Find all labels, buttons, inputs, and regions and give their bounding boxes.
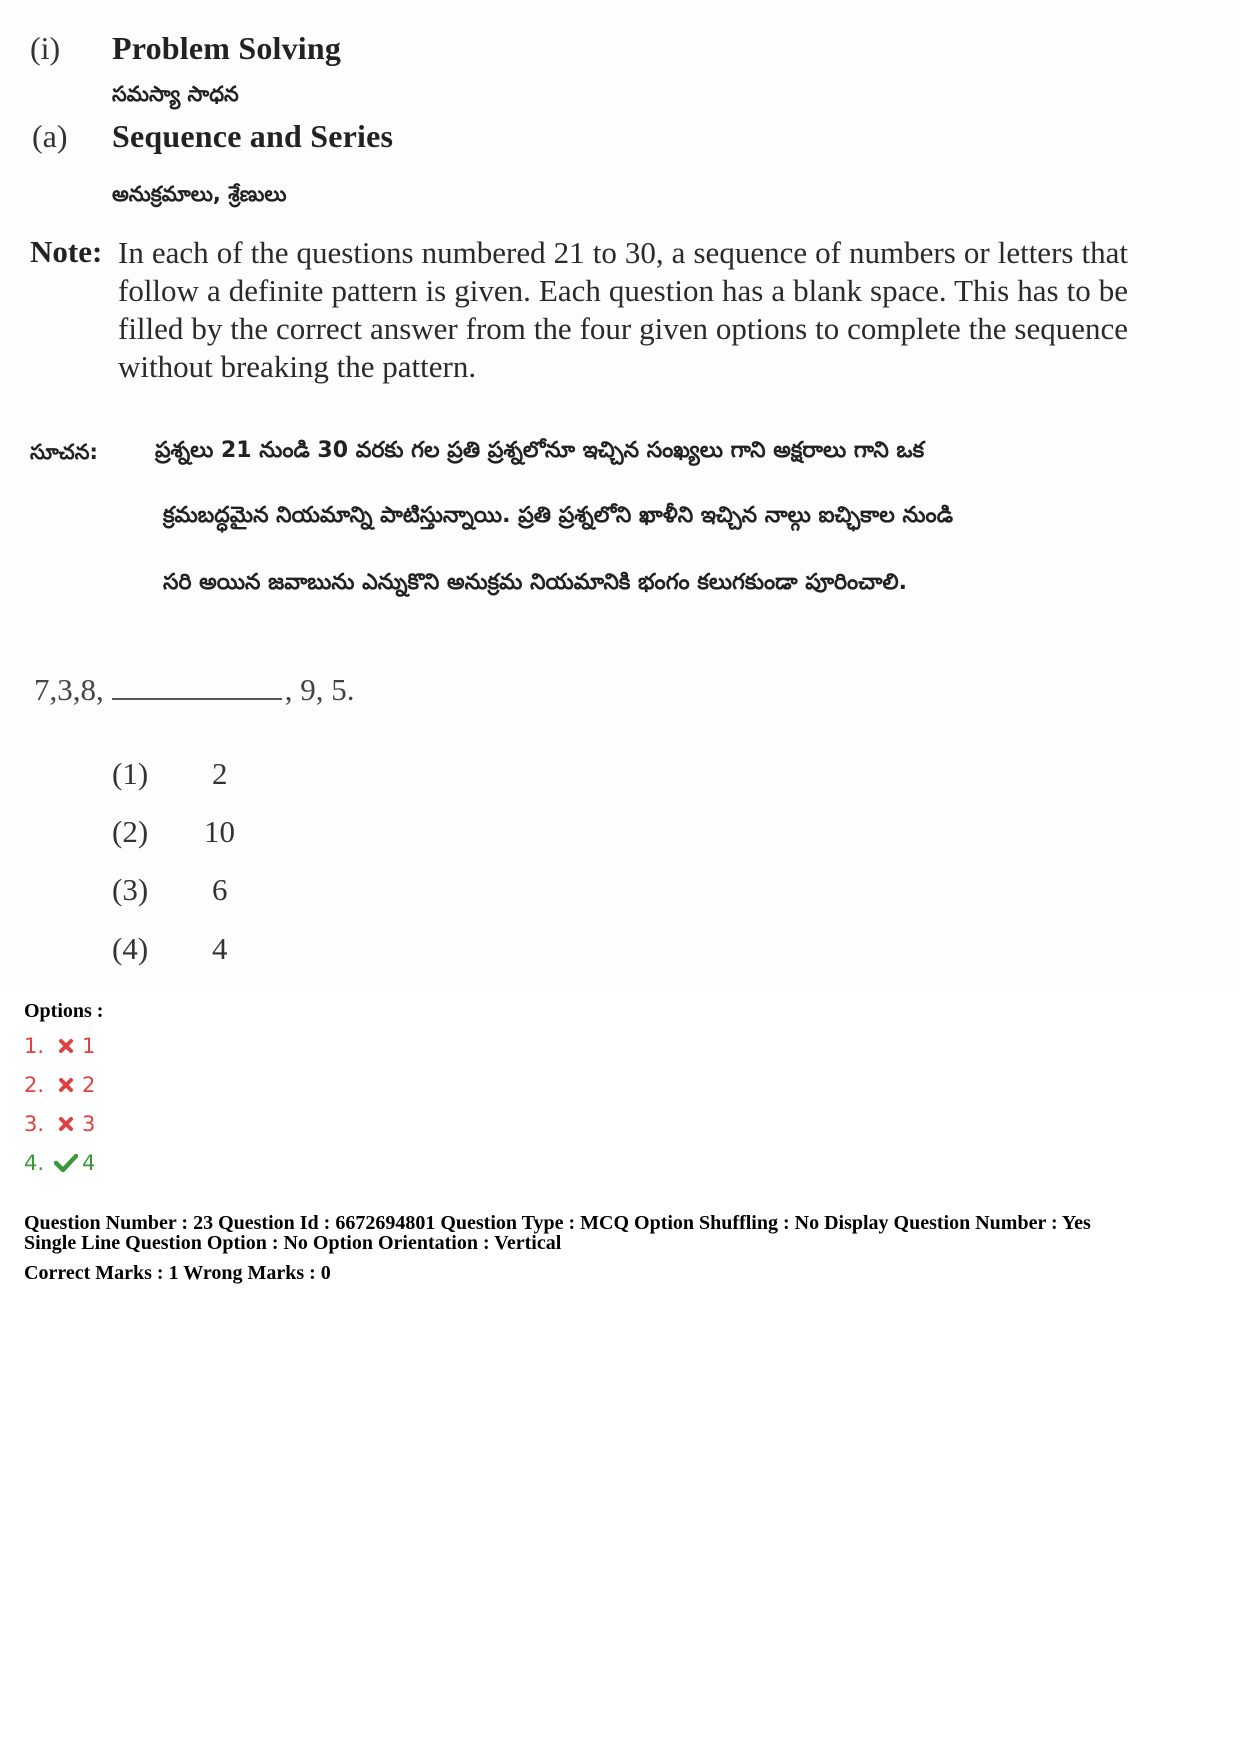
printed-option-3	[112, 872, 228, 908]
cross-icon	[50, 1116, 82, 1132]
question-meta-line-1: Question Number : 23 Question Id : 6672694801 Question Type : MCQ Option Shuffling : No Display Question Number : Yes	[24, 1212, 1091, 1234]
answer-option-value: 1	[82, 1034, 96, 1058]
options-title: Options :	[24, 1000, 104, 1022]
subsection-title: Sequence and Series	[112, 118, 394, 154]
question-meta-line-2: Single Line Question Option : No Option Orientation : Vertical	[24, 1232, 562, 1254]
telugu-note-line-3: సరి అయిన జవాబును ఎన్నుకొని అనుక్రమ నియమానికి భంగం కలుగకుండా పూరించాలి.	[163, 570, 907, 595]
section-marker: (i)	[30, 30, 61, 66]
answer-option-number: 1.	[24, 1034, 45, 1058]
printed-option-value: 10	[204, 814, 235, 849]
answer-option-2	[24, 1073, 95, 1097]
sequence-end: , 9, 5.	[284, 672, 355, 707]
answer-option-value: 4	[82, 1151, 96, 1175]
telugu-note-line-2: క్రమబద్ధమైన నియమాన్ని పాటిస్తున్నాయి. ప్రతి ప్రశ్నలోని ఖాళీని ఇచ్చిన నాల్గు ఐచ్ఛికాల నుండి	[163, 503, 953, 528]
printed-option-1	[112, 756, 228, 792]
printed-option-number: (3)	[112, 872, 149, 907]
cross-icon	[50, 1038, 82, 1054]
answer-option-4	[24, 1151, 95, 1175]
answer-option-1	[24, 1034, 95, 1058]
printed-option-number: (2)	[112, 814, 149, 849]
printed-option-4	[112, 931, 228, 967]
printed-option-2	[112, 814, 235, 850]
answer-option-number: 2.	[24, 1073, 45, 1097]
question-meta-line-3: Correct Marks : 1 Wrong Marks : 0	[24, 1262, 331, 1284]
printed-option-value: 2	[212, 756, 228, 791]
subsection-marker: (a)	[32, 118, 68, 154]
section-title-telugu: సమస్యా సాధన	[112, 82, 239, 106]
sequence-start: 7,3,8,	[34, 672, 104, 707]
subsection-title-telugu: అనుక్రమాలు, శ్రేణులు	[112, 182, 287, 206]
check-icon	[50, 1153, 82, 1173]
note-label: Note:	[30, 234, 103, 269]
printed-option-value: 6	[212, 872, 228, 907]
answer-option-value: 3	[82, 1112, 96, 1136]
cross-icon	[50, 1077, 82, 1093]
note-text: In each of the questions numbered 21 to 30, a sequence of numbers or letters that follow a definite pattern is given. Each question has a blank space. This has to be filled by the correct answer from the four given options to complete the sequence without breaking the pattern.	[118, 235, 1128, 384]
answer-option-number: 4.	[24, 1151, 45, 1175]
printed-option-number: (4)	[112, 931, 149, 966]
sequence-blank	[112, 676, 282, 700]
printed-option-value: 4	[212, 931, 228, 966]
answer-option-number: 3.	[24, 1112, 45, 1136]
telugu-note-line-1: ప్రశ్నలు 21 నుండి 30 వరకు గల ప్రతి ప్రశ్నలోనూ ఇచ్చిన సంఖ్యలు గాని అక్షరాలు గాని ఒక	[155, 438, 925, 463]
printed-option-number: (1)	[112, 756, 149, 791]
answer-option-value: 2	[82, 1073, 96, 1097]
section-title: Problem Solving	[112, 30, 342, 66]
answer-option-3	[24, 1112, 95, 1136]
telugu-note-label: సూచన:	[30, 440, 98, 464]
sequence-question	[34, 672, 355, 708]
